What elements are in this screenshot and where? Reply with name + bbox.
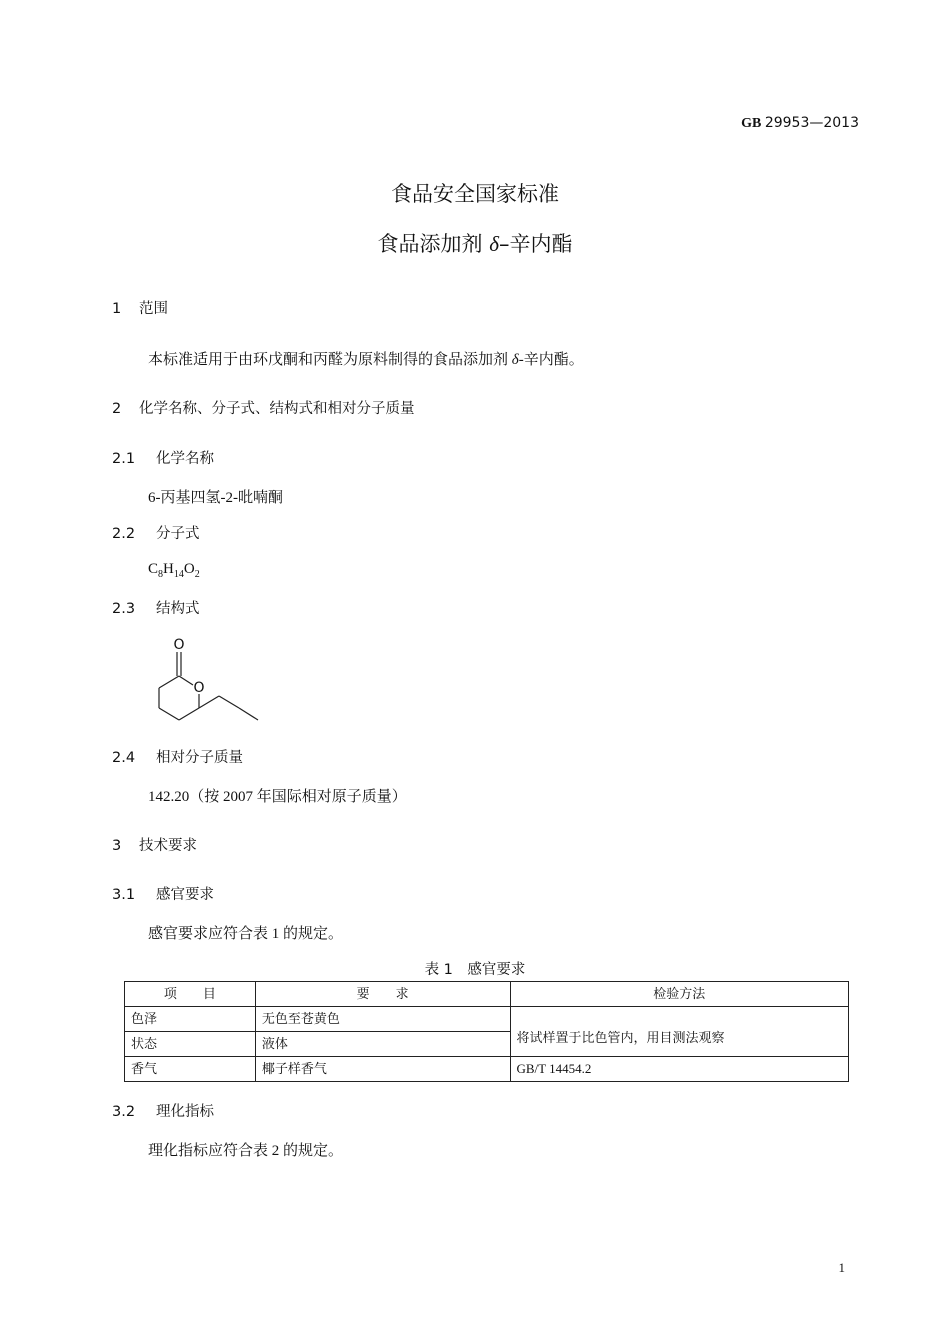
section-number: 2.3 [112, 601, 136, 617]
table-1-caption: 表 1 感官要求 [424, 962, 526, 978]
section-2-3-heading [112, 597, 200, 618]
sensory-paragraph: 感官要求应符合表 1 的规定。 [148, 926, 344, 942]
page-number: 1 [838, 1260, 845, 1275]
subtitle-symbol: δ [489, 232, 499, 256]
formula-h: H [163, 561, 174, 577]
section-number: 3.1 [112, 887, 136, 903]
section-2-1-heading [112, 447, 214, 468]
molecular-formula [148, 561, 200, 580]
table-cell-requirement: 无色至苍黄色 [255, 1007, 510, 1032]
section-title: 化学名称、分子式、结构式和相对分子质量 [139, 401, 415, 417]
section-title: 感官要求 [156, 887, 214, 903]
physicochemical-paragraph: 理化指标应符合表 2 的规定。 [148, 1143, 344, 1159]
section-title: 理化指标 [156, 1104, 214, 1120]
ring-bond [159, 708, 179, 720]
section-number: 3.2 [112, 1104, 136, 1120]
document-subtitle [0, 228, 950, 258]
section-2-heading [112, 397, 415, 418]
section-number: 2.1 [112, 451, 136, 467]
formula-o-count: 2 [194, 569, 200, 580]
standard-prefix: GB [741, 116, 762, 131]
section-title: 分子式 [156, 526, 200, 542]
section-3-heading [112, 834, 197, 855]
table-header-cell: 检验方法 [510, 982, 849, 1007]
ring-bond [179, 708, 199, 720]
formula-o: O [183, 561, 195, 577]
section-number: 3 [112, 838, 122, 854]
scope-paragraph [148, 348, 584, 369]
table-cell-method: 将试样置于比色管内，用目测法观察 [510, 1007, 849, 1057]
table-1 [124, 981, 849, 1082]
section-title: 技术要求 [139, 838, 197, 854]
section-number: 2 [112, 401, 122, 417]
section-number: 2.4 [112, 750, 136, 766]
propyl-bond [219, 696, 239, 708]
table-cell-requirement: 椰子样香气 [255, 1057, 510, 1082]
subtitle-suffix: –辛内酯 [498, 232, 573, 256]
section-number: 1 [112, 301, 122, 317]
table-header-cell: 项 目 [125, 982, 256, 1007]
propyl-bond [199, 696, 219, 708]
formula-c-count: 8 [158, 569, 164, 580]
table-row [125, 1057, 849, 1082]
table-cell-method: GB/T 14454.2 [510, 1057, 849, 1082]
section-title: 化学名称 [156, 451, 214, 467]
standard-number: 29953—2013 [764, 115, 859, 131]
propyl-bond [239, 708, 258, 720]
chemical-name: 6-丙基四氢-2-吡喃酮 [148, 490, 283, 506]
section-2-4-heading [112, 746, 243, 767]
document-title: 食品安全国家标准 [391, 182, 559, 206]
section-1-heading [112, 297, 168, 318]
table-cell-item: 状态 [125, 1032, 256, 1057]
table-header-cell: 要 求 [255, 982, 510, 1007]
scope-text: 本标准适用于由环戊酮和丙醛为原料制得的食品添加剂 [148, 352, 512, 368]
subtitle-prefix: 食品添加剂 [377, 232, 490, 256]
scope-text-end: -辛内酯。 [518, 352, 584, 368]
table-row [125, 1007, 849, 1032]
section-3-1-heading [112, 883, 214, 904]
ring-bond [159, 676, 179, 688]
section-number: 2.2 [112, 526, 136, 542]
table-cell-item: 色泽 [125, 1007, 256, 1032]
standard-code [741, 115, 859, 132]
table-cell-item: 香气 [125, 1057, 256, 1082]
carbonyl-oxygen-label: O [173, 637, 185, 653]
section-title: 相对分子质量 [156, 750, 243, 766]
ring-oxygen-label: O [193, 680, 205, 696]
section-3-2-heading [112, 1100, 214, 1121]
ring-bond [179, 676, 193, 685]
molecular-weight: 142.20（按 2007 年国际相对原子质量） [148, 789, 407, 805]
table-cell-requirement: 液体 [255, 1032, 510, 1057]
structural-formula [148, 632, 268, 727]
table-header-row [125, 982, 849, 1007]
section-title: 结构式 [156, 601, 200, 617]
section-2-2-heading [112, 522, 200, 543]
formula-h-count: 14 [173, 569, 184, 580]
scope-symbol: δ [511, 352, 519, 368]
section-title: 范围 [139, 301, 168, 317]
formula-c: C [148, 561, 159, 577]
